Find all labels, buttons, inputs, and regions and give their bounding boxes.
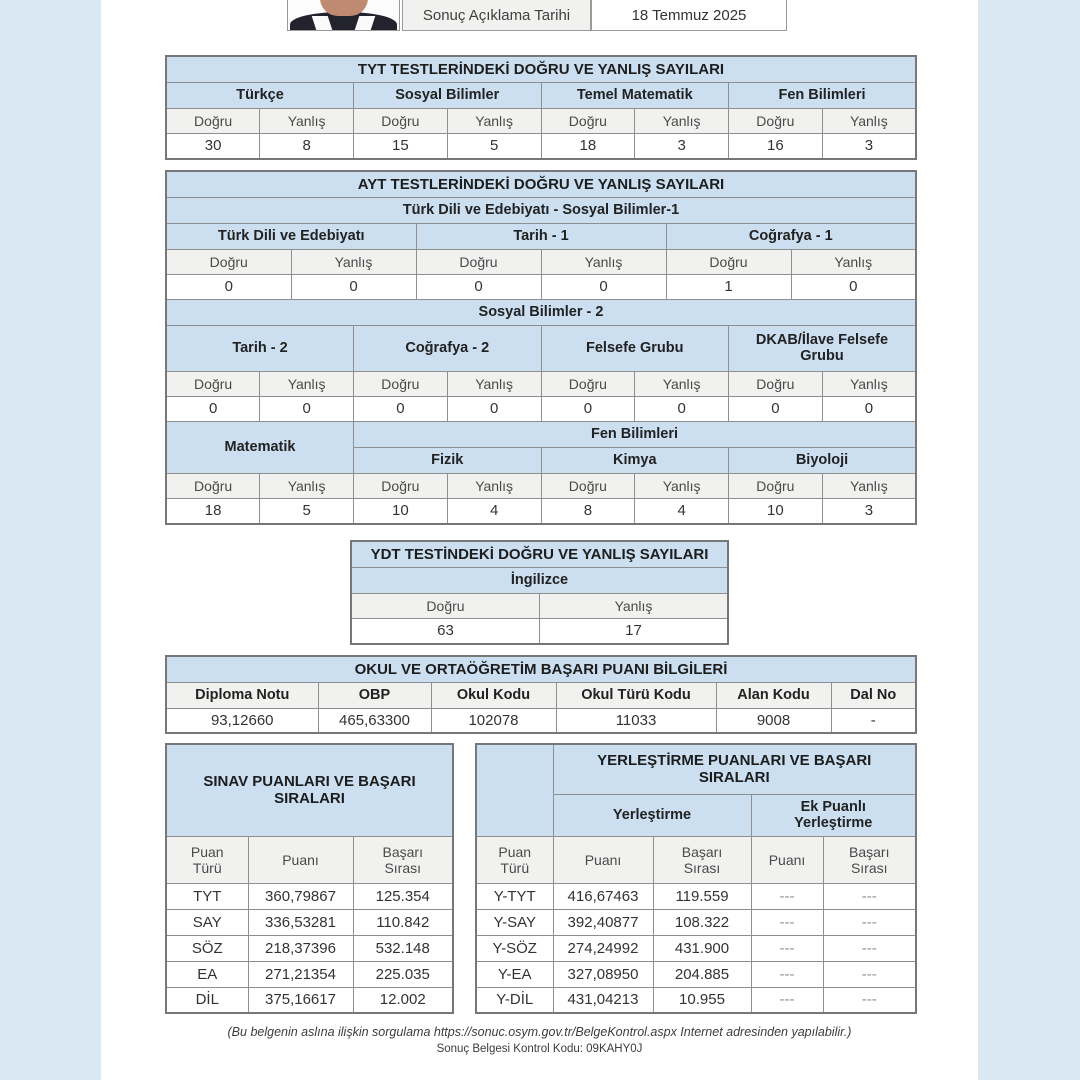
ayt-group-tarih1: Tarih - 1 (416, 223, 666, 249)
sira-cell: 10.955 (653, 987, 751, 1013)
yerlestirme-group-ek: Ek Puanlı Yerleştirme (751, 794, 916, 836)
ydt-language: İngilizce (351, 567, 728, 593)
puani-header: Puanı (553, 836, 653, 883)
tyt-sosyal-yanlis: 5 (447, 133, 541, 159)
dogru-label: Doğru (166, 371, 260, 396)
dogru-label: Doğru (729, 473, 823, 498)
yerlestirme-title-row (476, 744, 916, 794)
puan-cell: 392,40877 (553, 909, 653, 935)
ayt-tde-yanlis: 0 (291, 274, 416, 299)
ayt-group-dkab: DKAB/İlave Felsefe Grubu (729, 325, 917, 371)
okul-label-row (166, 682, 916, 708)
ayt-group-fizik: Fizik (354, 447, 542, 473)
yanlis-label: Yanlış (540, 593, 729, 618)
ayt-cografya2-dogru: 0 (354, 396, 448, 421)
ayt-section1-group-row (166, 223, 916, 249)
alan-kodu-label: Alan Kodu (716, 682, 831, 708)
sira-cell: 431.900 (653, 935, 751, 961)
puan-turu-header: Puan Türü (166, 836, 248, 883)
ayt-tarih1-dogru: 0 (416, 274, 541, 299)
ayt-fizik-yanlis: 4 (447, 498, 541, 524)
dogru-label: Doğru (354, 371, 448, 396)
puan-cell: 431,04213 (553, 987, 653, 1013)
tyt-fen-yanlis: 3 (822, 133, 916, 159)
dal-no-label: Dal No (831, 682, 916, 708)
ayt-dkab-dogru: 0 (729, 396, 823, 421)
puan-cell: 218,37396 (248, 935, 353, 961)
tyt-matematik-yanlis: 3 (635, 133, 729, 159)
ayt-group-cografya1: Coğrafya - 1 (666, 223, 916, 249)
student-photo (287, 0, 400, 31)
ydt-value-row (351, 618, 728, 644)
ayt-group-tarih2: Tarih - 2 (166, 325, 354, 371)
ek-puani-header: Puanı (751, 836, 823, 883)
ydt-title-row (351, 541, 728, 567)
puan-cell: 271,21354 (248, 961, 353, 987)
obp-value: 465,63300 (318, 708, 431, 733)
ayt-section2-label-row (166, 371, 916, 396)
ek-puan-cell: --- (751, 909, 823, 935)
yerlestirme-header-row (476, 836, 916, 883)
sira-cell: 110.842 (353, 909, 453, 935)
ayt-tarih2-yanlis: 0 (260, 396, 354, 421)
ayt-kimya-yanlis: 4 (635, 498, 729, 524)
ayt-section3-label-row (166, 473, 916, 498)
puan-turu-cell: Y-TYT (476, 883, 553, 909)
ydt-title: YDT TESTİNDEKİ DOĞRU VE YANLIŞ SAYILARI (351, 541, 728, 567)
dogru-label: Doğru (354, 473, 448, 498)
basari-sirasi-header: Başarı Sırası (653, 836, 751, 883)
tyt-label-row (166, 108, 916, 133)
puan-cell: 336,53281 (248, 909, 353, 935)
ayt-matematik-dogru: 18 (166, 498, 260, 524)
yanlis-label: Yanlış (822, 473, 916, 498)
puan-turu-cell: TYT (166, 883, 248, 909)
ayt-cografya1-dogru: 1 (666, 274, 791, 299)
dogru-label: Doğru (729, 108, 823, 133)
puan-cell: 375,16617 (248, 987, 353, 1013)
yanlis-label: Yanlış (635, 371, 729, 396)
sinav-header-row (166, 836, 453, 883)
puan-cell: 274,24992 (553, 935, 653, 961)
puan-turu-header: Puan Türü (476, 836, 553, 883)
ayt-section3-value-row (166, 498, 916, 524)
ayt-tde-dogru: 0 (166, 274, 291, 299)
dogru-label: Doğru (166, 108, 260, 133)
ayt-kimya-dogru: 8 (541, 498, 635, 524)
ayt-section2-group-row (166, 325, 916, 371)
sinav-row-dil (166, 987, 453, 1013)
puan-turu-cell: SÖZ (166, 935, 248, 961)
dogru-label: Doğru (729, 371, 823, 396)
puan-cell: 416,67463 (553, 883, 653, 909)
tyt-title: TYT TESTLERİNDEKİ DOĞRU VE YANLIŞ SAYILARI (166, 56, 916, 82)
ek-puan-cell: --- (751, 935, 823, 961)
yanlis-label: Yanlış (822, 371, 916, 396)
ek-basari-sirasi-header: Başarı Sırası (823, 836, 916, 883)
ayt-group-cografya2: Coğrafya - 2 (354, 325, 542, 371)
yerlestirme-row-ysoz (476, 935, 916, 961)
ayt-fizik-dogru: 10 (354, 498, 448, 524)
okul-kodu-value: 102078 (431, 708, 556, 733)
tyt-group-matematik: Temel Matematik (541, 82, 729, 108)
puani-header: Puanı (248, 836, 353, 883)
puan-turu-cell: Y-SAY (476, 909, 553, 935)
dogru-label: Doğru (351, 593, 540, 618)
ayt-table (165, 170, 917, 525)
tyt-turkce-dogru: 30 (166, 133, 260, 159)
yerlestirme-row-yea (476, 961, 916, 987)
ek-sira-cell: --- (823, 987, 916, 1013)
ayt-title-row (166, 171, 916, 197)
tyt-value-row (166, 133, 916, 159)
yanlis-label: Yanlış (635, 108, 729, 133)
yanlis-label: Yanlış (260, 473, 354, 498)
dal-no-value: - (831, 708, 916, 733)
ayt-group-kimya: Kimya (541, 447, 729, 473)
yanlis-label: Yanlış (447, 108, 541, 133)
sira-cell: 125.354 (353, 883, 453, 909)
yanlis-label: Yanlış (541, 249, 666, 274)
yerlestirme-row-ytyt (476, 883, 916, 909)
obp-label: OBP (318, 682, 431, 708)
yerlestirme-title: YERLEŞTİRME PUANLARI VE BAŞARI SIRALARI (553, 744, 916, 794)
tyt-matematik-dogru: 18 (541, 133, 635, 159)
ayt-tarih2-dogru: 0 (166, 396, 260, 421)
ydt-dogru: 63 (351, 618, 540, 644)
puan-turu-cell: DİL (166, 987, 248, 1013)
yerlestirme-puanlari-table (475, 743, 917, 1014)
tyt-sosyal-dogru: 15 (354, 133, 448, 159)
ayt-title: AYT TESTLERİNDEKİ DOĞRU VE YANLIŞ SAYILARI (166, 171, 916, 197)
tyt-table (165, 55, 917, 160)
ayt-cografya1-yanlis: 0 (791, 274, 916, 299)
ek-sira-cell: --- (823, 935, 916, 961)
okul-table (165, 655, 917, 734)
puan-cell: 327,08950 (553, 961, 653, 987)
ayt-tarih1-yanlis: 0 (541, 274, 666, 299)
okul-turu-kodu-value: 11033 (556, 708, 716, 733)
diploma-notu-label: Diploma Notu (166, 682, 318, 708)
puan-turu-cell: SAY (166, 909, 248, 935)
dogru-label: Doğru (166, 249, 291, 274)
ayt-biyoloji-dogru: 10 (729, 498, 823, 524)
sira-cell: 204.885 (653, 961, 751, 987)
ek-sira-cell: --- (823, 961, 916, 987)
tyt-group-turkce: Türkçe (166, 82, 354, 108)
ayt-felsefe-yanlis: 0 (635, 396, 729, 421)
ek-puan-cell: --- (751, 961, 823, 987)
dogru-label: Doğru (666, 249, 791, 274)
yanlis-label: Yanlış (260, 371, 354, 396)
tyt-group-row (166, 82, 916, 108)
ayt-section2-title-row (166, 299, 916, 325)
yerlestirme-corner-cell (476, 744, 553, 836)
ayt-group-tde: Türk Dili ve Edebiyatı (166, 223, 416, 249)
result-date-value: 18 Temmuz 2025 (591, 0, 787, 31)
ayt-dkab-yanlis: 0 (822, 396, 916, 421)
yanlis-label: Yanlış (791, 249, 916, 274)
alan-kodu-value: 9008 (716, 708, 831, 733)
puan-turu-cell: EA (166, 961, 248, 987)
dogru-label: Doğru (541, 473, 635, 498)
okul-title: OKUL VE ORTAÖĞRETİM BAŞARI PUANI BİLGİLERİ (166, 656, 916, 682)
yerlestirme-group-main: Yerleştirme (553, 794, 751, 836)
sinav-row-soz (166, 935, 453, 961)
sira-cell: 225.035 (353, 961, 453, 987)
sira-cell: 12.002 (353, 987, 453, 1013)
dogru-label: Doğru (541, 371, 635, 396)
sinav-row-say (166, 909, 453, 935)
sira-cell: 108.322 (653, 909, 751, 935)
yanlis-label: Yanlış (291, 249, 416, 274)
result-date-label: Sonuç Açıklama Tarihi (402, 0, 591, 31)
ydt-table (350, 540, 729, 645)
yanlis-label: Yanlış (447, 371, 541, 396)
verification-note: (Bu belgenin aslına ilişkin sorgulama https://sonuc.osym.gov.tr/BelgeKontrol.aspx Internet adresinden yapılabilir.) (227, 1025, 852, 1039)
okul-value-row (166, 708, 916, 733)
puan-turu-cell: Y-EA (476, 961, 553, 987)
tyt-group-sosyal: Sosyal Bilimler (354, 82, 542, 108)
sinav-title: SINAV PUANLARI VE BAŞARI SIRALARI (166, 744, 453, 836)
ayt-group-biyoloji: Biyoloji (729, 447, 917, 473)
sinav-row-ea (166, 961, 453, 987)
ek-puan-cell: --- (751, 987, 823, 1013)
ayt-section1-title: Türk Dili ve Edebiyatı - Sosyal Bilimler-1 (166, 197, 916, 223)
sinav-title-row (166, 744, 453, 836)
yanlis-label: Yanlış (260, 108, 354, 133)
sira-cell: 119.559 (653, 883, 751, 909)
ayt-section2-value-row (166, 396, 916, 421)
dogru-label: Doğru (541, 108, 635, 133)
okul-title-row (166, 656, 916, 682)
dogru-label: Doğru (416, 249, 541, 274)
ayt-matematik-yanlis: 5 (260, 498, 354, 524)
yerlestirme-row-ydil (476, 987, 916, 1013)
ayt-group-matematik: Matematik (166, 421, 354, 473)
ydt-language-row (351, 567, 728, 593)
puan-cell: 360,79867 (248, 883, 353, 909)
yanlis-label: Yanlış (822, 108, 916, 133)
tyt-group-fen: Fen Bilimleri (729, 82, 917, 108)
control-code: Sonuç Belgesi Kontrol Kodu: 09KAHY0J (436, 1043, 643, 1055)
dogru-label: Doğru (166, 473, 260, 498)
ayt-fen-title: Fen Bilimleri (354, 421, 917, 447)
tyt-turkce-yanlis: 8 (260, 133, 354, 159)
okul-turu-kodu-label: Okul Türü Kodu (556, 682, 716, 708)
tyt-fen-dogru: 16 (729, 133, 823, 159)
ayt-section1-value-row (166, 274, 916, 299)
basari-sirasi-header: Başarı Sırası (353, 836, 453, 883)
yanlis-label: Yanlış (635, 473, 729, 498)
ydt-label-row (351, 593, 728, 618)
dogru-label: Doğru (354, 108, 448, 133)
sinav-row-tyt (166, 883, 453, 909)
ek-sira-cell: --- (823, 909, 916, 935)
ydt-yanlis: 17 (540, 618, 729, 644)
ek-sira-cell: --- (823, 883, 916, 909)
diploma-notu-value: 93,12660 (166, 708, 318, 733)
puan-turu-cell: Y-DİL (476, 987, 553, 1013)
tyt-title-row (166, 56, 916, 82)
ayt-section1-title-row (166, 197, 916, 223)
ayt-group-felsefe: Felsefe Grubu (541, 325, 729, 371)
puan-turu-cell: Y-SÖZ (476, 935, 553, 961)
ayt-felsefe-dogru: 0 (541, 396, 635, 421)
yerlestirme-row-ysay (476, 909, 916, 935)
ayt-biyoloji-yanlis: 3 (822, 498, 916, 524)
sinav-puanlari-table (165, 743, 454, 1014)
ayt-section1-label-row (166, 249, 916, 274)
ayt-section2-title: Sosyal Bilimler - 2 (166, 299, 916, 325)
ayt-cografya2-yanlis: 0 (447, 396, 541, 421)
ayt-section3-group-row (166, 421, 916, 447)
yanlis-label: Yanlış (447, 473, 541, 498)
ek-puan-cell: --- (751, 883, 823, 909)
okul-kodu-label: Okul Kodu (431, 682, 556, 708)
sira-cell: 532.148 (353, 935, 453, 961)
